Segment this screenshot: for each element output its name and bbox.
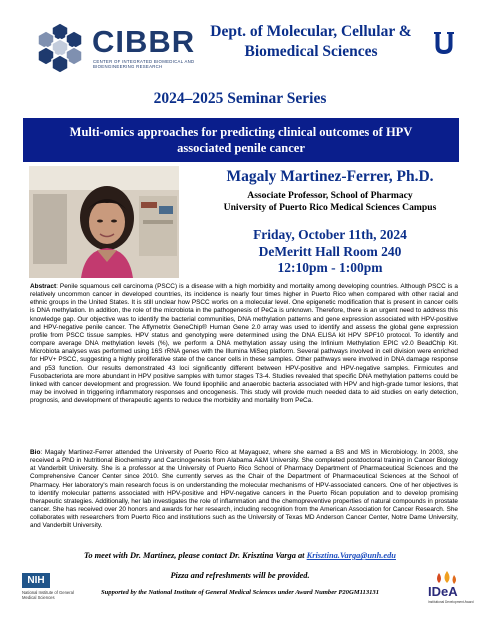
idea-logo-subtitle: Institutional Development Award	[428, 600, 474, 604]
cibbr-logo	[30, 18, 200, 78]
bio-paragraph	[30, 449, 458, 531]
nih-logo-subtitle: National Institute of General Medical Sciences	[22, 590, 74, 600]
logo-subtitle: CENTER OF INTEGRATED BIOMEDICAL AND BIOENGINEERING RESEARCH	[93, 59, 195, 69]
event-details	[196, 227, 464, 277]
idea-logo-icon	[425, 569, 474, 611]
speaker-institution: University of Puerto Rico Medical Sciences Campus	[223, 202, 437, 213]
contact-line	[0, 551, 480, 560]
abstract-paragraph	[30, 283, 458, 405]
logo-wordmark: CIBBR	[92, 24, 196, 59]
idea-logo-wordmark: IDeA	[428, 584, 458, 599]
nih-logo	[22, 573, 82, 615]
series-title: 2024–2025 Seminar Series	[153, 90, 327, 107]
speaker-photo	[29, 166, 179, 278]
event-date: Friday, October 11th, 2024	[253, 227, 407, 242]
speaker-position: Associate Professor, School of Pharmacy	[247, 190, 413, 201]
department-line-1: Dept. of Molecular, Cellular &	[210, 23, 412, 40]
funding-statement: Supported by the National Institute of General Medical Sciences under Award Number P20GM113131	[100, 589, 380, 596]
contact-email-link[interactable]: Krisztina.Varga@unh.edu	[306, 551, 396, 560]
nih-logo-mark: NIH	[22, 573, 50, 588]
department-line-2: Biomedical Sciences	[244, 43, 378, 60]
hexagon-network-icon	[30, 18, 90, 78]
abstract-text: : Penile squamous cell carcinoma (PSCC) is a disease with a high morbidity and mortality among developing countries. Although PSCC is a relatively uncommon cancer in developed countries, its incidence is nearly four times higher in Puerto Rico when compared with other racial and ethnic groups in the United States. It is still unclear how PSCC works on a molecular level. One epigenetic modification that is present in cancer cells is DNA methylation. In addition, the role of the microbiota in the pathogenesis of PeCa is unknown. Therefore, there is an urgent need to address this knowledge gap. Our objective was to identify the bacterial communities, DNA methylation patterns and gene expression associated with HPV-positive and HPV-negative penile cancer. The Affymetrix GeneChip® Human Gene 2.0 array was used to identify and assess the global gene expression profile from PSCC tissue samples. HPV status and genotyping were determined using the DNA ELISA kit HPV SPF10 protocol. To identify and compare average DNA methylation levels (%), we perform a DNA methylation assay using the Infinium Methylation EPIC v2.0 BeadChip Kit. Microbiota analyses was performed using 16S rRNA genes with the Illumina MiSeq platform. Several pathways involved in cell division were enriched for HPV+ PSCC, suggesting a highly proliferative state of the cancer cells in these samples. Other pathways were involved in DNA damage response and p53 function. Our results demonstrated 43 loci significantly different between HPV-positive and HPV-negative samples. Firmicutes and Fusobacteriota are more abundant in HPV positive samples with tumor stages T3-4. Studies revealed that specific DNA methylation patterns could be linked with cancer development and progression. We found lipophilic and anaerobic bacteria associated with HPV and high-grade tumor lesions, that may be involved in triggering inflammatory responses and oncogenesis. This study will provide much needed data to aid studies on early detection, prognosis, and development of therapeutic agents to reduce the morbidity and mortality from PeCa.	[30, 283, 458, 405]
talk-title-band	[23, 118, 459, 162]
speaker-affiliation	[196, 190, 464, 214]
event-location: DeMeritt Hall Room 240	[258, 243, 402, 259]
bio-label: Bio	[30, 449, 41, 456]
contact-text: To meet with Dr. Martinez, please contact Dr. Krisztina Varga at	[84, 551, 307, 560]
department-name	[196, 22, 426, 62]
speaker-name: Magaly Martinez-Ferrer, Ph.D.	[226, 168, 434, 185]
unh-logo-icon	[431, 29, 457, 57]
talk-title-line-2: associated penile cancer	[177, 141, 305, 155]
talk-title-line-1: Multi-omics approaches for predicting clinical outcomes of HPV	[69, 125, 413, 139]
event-time: 12:10pm - 1:00pm	[277, 260, 383, 275]
bio-text: : Magaly Martinez-Ferrer attended the University of Puerto Rico at Mayaguez, where she earned a BS and MS in Microbiology. In 2003, she received a PhD in Nutritional Biochemistry and Carcinogenesis from Alabama A&M University. She completed postdoctoral training in Cancer Biology at Vanderbilt University. She is a professor at the University of Puerto Rico School of Pharmacy Department of Pharmaceutical Sciences and the Comprehensive Cancer Center since 2010. She currently serves as the Chair of the Department of Pharmaceutical Sciences at the School of Pharmacy. Her laboratory's main research focus is on understanding the molecular mechanisms of HPV-associated cancers. One of her objectives is to identify molecular patterns associated with HPV-positive and HPV-negative cancers in the Puerto Rican population and to develop promising therapeutic strategies. Additionally, her lab investigates the role of inflammation and the chemopreventive properties of natural compounds in prostate cancer. She has received over 20 honors and awards for her research, including recognition from the American Association for Cancer Research. She collaborates with researchers from Puerto Rico and institutions such as the University of Texas MD Anderson Cancer Center, Notre Dame University, and Vanderbilt University.	[30, 449, 458, 530]
refreshments-note: Pizza and refreshments will be provided.	[170, 571, 310, 580]
abstract-label: Abstract	[30, 283, 57, 290]
